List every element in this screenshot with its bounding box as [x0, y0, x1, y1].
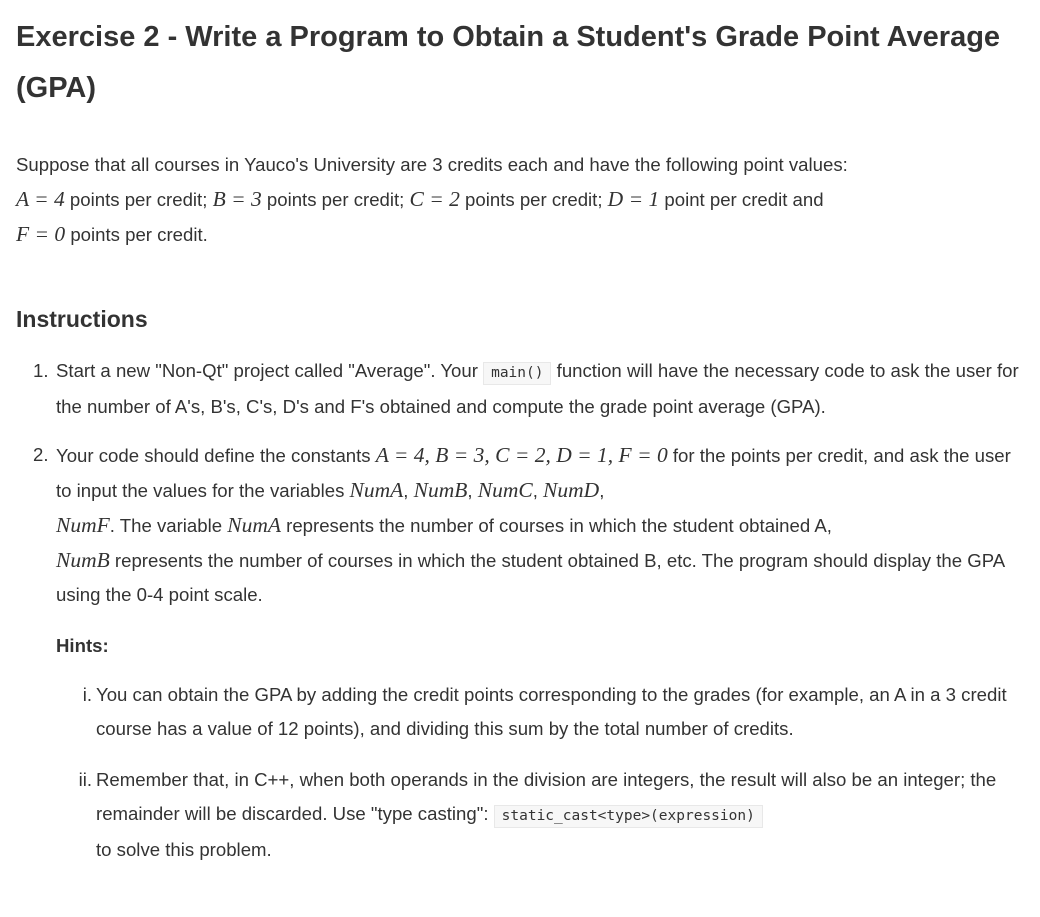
var-num-d: NumD [543, 478, 600, 502]
intro-text-d: point per credit and [659, 189, 824, 210]
var-num-f: NumF [56, 513, 110, 537]
separator: , [599, 480, 605, 501]
hints-list [56, 678, 1024, 867]
step2-text-e: represents the number of courses in which the student obtained B, etc. The program should display the GPA using the 0-4 point scale. [56, 550, 1005, 605]
page-title: Exercise 2 - Write a Program to Obtain a Student's Grade Point Average (GPA) [16, 21, 1001, 104]
var-num-c: NumC [477, 478, 533, 502]
step-number: 1. [33, 360, 49, 381]
separator: , [467, 480, 478, 501]
step-number: 2. [33, 444, 49, 465]
hint-text-b: to solve this problem. [96, 839, 272, 860]
instruction-step-2 [16, 438, 1024, 867]
var-num-b-ref: NumB [56, 548, 110, 572]
intro-text-b: points per credit; [261, 189, 410, 210]
separator: , [532, 480, 544, 501]
step2-text-b: for the points per credit, and ask the user to input the values for the variables [56, 445, 1011, 501]
math-f-equals-0: F = 0 [16, 222, 66, 246]
intro-text-c: points per credit; [459, 189, 608, 210]
intro-text-f: points per credit. [65, 224, 208, 245]
step2-text-a: Your code should define the constants [56, 445, 376, 466]
intro-paragraph [16, 148, 1024, 252]
separator: , [403, 480, 414, 501]
hint-item [56, 763, 1024, 867]
step1-text-b: function will have the necessary code to ask the user for the number of A's, B's, C's, D's and F's obtained and compute the grade point average (GPA). [56, 360, 1019, 417]
instructions-list [16, 354, 1024, 867]
hint-item [56, 678, 1024, 746]
math-b-equals-3: B = 3 [212, 187, 262, 211]
step1-text-a: Start a new "Non-Qt" project called "Average". Your [56, 360, 484, 381]
step2-text-c: . The variable [109, 515, 228, 536]
hints-heading: Hints: [56, 635, 109, 656]
var-num-b: NumB [413, 478, 468, 502]
instruction-step-1 [16, 354, 1024, 424]
main-function-code: main() [483, 362, 551, 385]
math-d-equals-1: D = 1 [607, 187, 660, 211]
step2-text-d: represents the number of courses in which the student obtained A, [280, 515, 832, 536]
hint-number: i. [82, 684, 92, 705]
intro-text: Suppose that all courses in Yauco's University are 3 credits each and have the following point values: [16, 154, 848, 175]
hint-text: You can obtain the GPA by adding the credit points corresponding to the grades (for example, an A in a 3 credit course has a value of 12 points), and dividing this sum by the total number of credits. [96, 684, 1007, 739]
static-cast-code: static_cast<type>(expression) [494, 805, 763, 828]
var-num-a-ref: NumA [227, 513, 281, 537]
hint-text-a: Remember that, in C++, when both operands in the division are integers, the result will also be an integer; the remainder will be discarded. Use "type casting": [96, 769, 997, 824]
instructions-heading: Instructions [16, 306, 148, 332]
var-num-a: NumA [349, 478, 404, 502]
math-c-equals-2: C = 2 [409, 187, 460, 211]
constants-math: A = 4, B = 3, C = 2, D = 1, F = 0 [375, 443, 668, 467]
intro-text-a: points per credit; [64, 189, 213, 210]
hint-number: ii. [78, 769, 92, 790]
math-a-equals-4: A = 4 [16, 187, 65, 211]
